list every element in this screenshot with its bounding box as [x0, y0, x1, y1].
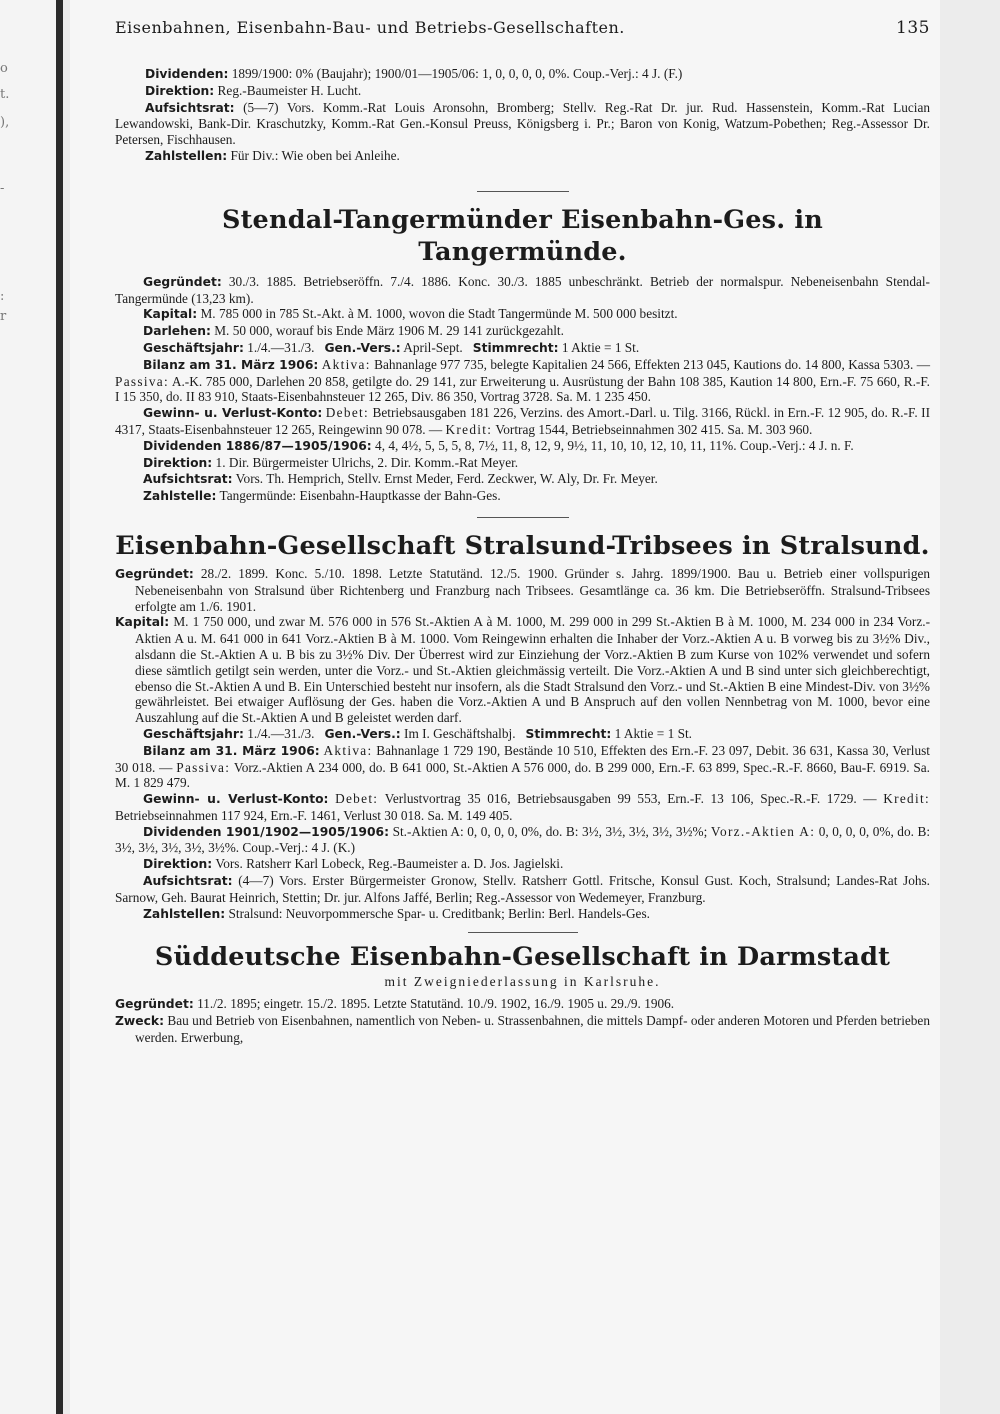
- gewinn-label: Gewinn- u. Verlust-Konto:: [143, 792, 329, 807]
- darlehen-text: M. 50 000, worauf bis Ende März 1906 M. 29 141 zurückgezahlt.: [214, 323, 564, 339]
- aufsichtsrat-text: (5—7) Vors. Komm.-Rat Louis Aronsohn, Bromberg; Stellv. Reg.-Rat Dr. jur. Rud. Hassenstein, Komm.-Rat Lucian Lewandowski, Bank-Dir. Kraschutzky, Komm.-Rat Gen.-Konsul Preuss, Königsberg i. Pr.; Baron von Konig, Watzum-Pobethen; Reg.-Assessor Dr. Petersen, Fischhausen.: [115, 99, 930, 148]
- darlehen-paragraph: [115, 323, 930, 340]
- gegruendet-text: 30./3. 1885. Betriebseröffn. 7./4. 1886. Konc. 30./3. 1885 unbeschränkt. Betrieb der normalspur. Nebeneisenbahn Stendal-Tangermünde (13,23 km).: [115, 273, 930, 306]
- kredit-word: Kredit:: [445, 421, 493, 437]
- dividenden-text: 4, 4, 4½, 5, 5, 5, 8, 7½, 11, 8, 12, 9, 9½, 11, 10, 10, 12, 10, 11, 11%. Coup.-Verj.: 4 J. n. F.: [375, 437, 854, 453]
- aufsichtsrat-label: Aufsichtsrat:: [145, 100, 235, 115]
- dividenden-text-a: St.-Aktien A: 0, 0, 0, 0, 0%, do. B: 3½, 3½, 3½, 3½, 3½%;: [392, 823, 708, 839]
- gegruendet-text: 11./2. 1895; eingetr. 15./2. 1895. Letzte Statutänd. 10./9. 1902, 16./9. 1905 u. 29./9. 1906.: [197, 996, 675, 1012]
- stimmrecht-text: 1 Aktie = 1 St.: [561, 339, 640, 355]
- geschaeftsjahr-text: 1./4.—31./3.: [247, 725, 315, 741]
- bilanz-paragraph: [115, 743, 930, 791]
- zahlstelle-label: Zahlstelle:: [143, 489, 217, 504]
- dividenden-label: Dividenden 1901/1902—1905/1906:: [143, 824, 390, 839]
- zahlstellen-paragraph: [145, 148, 930, 165]
- aufsichtsrat-paragraph: [115, 100, 930, 148]
- page-number: 135: [896, 18, 930, 38]
- gutter-mark: ),: [0, 115, 10, 130]
- kapital-label: Kapital:: [143, 307, 198, 322]
- debet-text: Verlustvortrag 35 016, Betriebsausgaben 99 553, Ern.-F. 13 106, Spec.-R.-F. 1729. —: [384, 791, 877, 807]
- direktion-label: Direktion:: [145, 83, 215, 98]
- geschaeftsjahr-paragraph: [115, 726, 930, 743]
- zweck-label: Zweck:: [115, 1014, 165, 1029]
- gutter-mark: -: [0, 181, 5, 196]
- gutter-mark: :: [0, 289, 5, 304]
- geschaeftsjahr-label: Geschäftsjahr:: [143, 340, 244, 355]
- kapital-paragraph: [115, 614, 930, 726]
- entry-stendal-tangermuende: [115, 204, 930, 505]
- gegruendet-paragraph: [115, 996, 930, 1013]
- dividenden-paragraph: [115, 824, 930, 857]
- debet-word: Debet:: [325, 405, 370, 421]
- direktion-paragraph: [145, 83, 930, 100]
- direktion-paragraph: [115, 856, 930, 873]
- kapital-label: Kapital:: [115, 615, 170, 630]
- binding-edge: [56, 0, 63, 1414]
- passiva-text: Vorz.-Aktien A 234 000, do. B 641 000, St.-Aktien A 576 000, do. B 299 000, Ern.-F. 63 899, Spec.-R.-F. 8660, Bau-F. 6919. Sa. M. 1 829 479.: [115, 759, 930, 791]
- company-title: Eisenbahn-Gesellschaft Stralsund-Tribsees in Stralsund.: [115, 530, 930, 561]
- running-title: Eisenbahnen, Eisenbahn-Bau- und Betriebs-Gesellschaften.: [115, 18, 625, 37]
- direktion-label: Direktion:: [143, 455, 213, 470]
- zahlstellen-label: Zahlstellen:: [143, 906, 226, 921]
- aufsichtsrat-text: (4—7) Vors. Erster Bürgermeister Gronow, Stellv. Ratsherr Gottl. Fritsche, Konsul Gust. Koch, Stralsund; Landes-Rat Johs. Sarnow, Geh. Baurat Heinrich, Stettin; Dr. jur. Alfons Jaffé, Berlin; Reg.-Assessor von Wedemeyer, Franzburg.: [115, 873, 931, 905]
- aktiva-word: Aktiva:: [321, 356, 371, 372]
- stimmrecht-text: 1 Aktie = 1 St.: [614, 725, 692, 741]
- debet-word: Debet:: [335, 791, 379, 807]
- dividenden-label: Dividenden 1886/87—1905/1906:: [143, 438, 372, 453]
- dividenden-text: 1899/1900: 0% (Baujahr); 1900/01—1905/06: 1, 0, 0, 0, 0, 0%. Coup.-Verj.: 4 J. (F.): [231, 66, 683, 81]
- stimmrecht-label: Stimmrecht:: [525, 726, 612, 741]
- entry-stralsund-tribsees: [115, 530, 930, 923]
- geschaeftsjahr-label: Geschäftsjahr:: [143, 726, 244, 741]
- direktion-label: Direktion:: [143, 857, 213, 872]
- entry-sueddeutsche-eisenbahn: [115, 941, 930, 1045]
- bilanz-label: Bilanz am 31. März 1906:: [143, 357, 319, 372]
- stimmrecht-label: Stimmrecht:: [472, 340, 559, 355]
- genvers-text: April-Sept.: [403, 339, 463, 355]
- aktiva-word: Aktiva:: [323, 742, 373, 758]
- zahlstelle-paragraph: [115, 488, 930, 505]
- zahlstellen-text: Für Div.: Wie oben bei Anleihe.: [230, 147, 400, 163]
- gegruendet-text: 28./2. 1899. Konc. 5./10. 1898. Letzte Statutänd. 12./5. 1900. Gründer s. Jahrg. 1899/1900. Bau u. Betrieb einer vollspurigen Nebeneisenbahn von Stralsund über Richtenberg und Franzburg nach Tribsees. Gesamtlänge ca. 36 km. Die Betriebseröffn. Stralsund-Tribsees erfolgte am 1./6. 1901.: [135, 565, 931, 614]
- geschaeftsjahr-text: 1./4.—31./3.: [247, 339, 315, 355]
- bilanz-label: Bilanz am 31. März 1906:: [143, 743, 320, 758]
- left-gutter: [0, 0, 62, 1414]
- gewinn-paragraph: [115, 791, 930, 824]
- zahlstellen-text: Stralsund: Neuvorpommersche Spar- u. Creditbank; Berlin: Berl. Handels-Ges.: [228, 905, 650, 921]
- company-title: Stendal-Tangermünder Eisenbahn-Ges. in Tangermünde.: [221, 204, 824, 267]
- gutter-mark: r: [0, 309, 7, 324]
- gewinn-paragraph: [115, 405, 930, 438]
- dividenden-paragraph: [145, 66, 930, 83]
- gutter-mark: t.: [0, 87, 10, 102]
- aufsichtsrat-label: Aufsichtsrat:: [143, 472, 233, 487]
- zweck-paragraph: [115, 1013, 930, 1046]
- passiva-word: Passiva:: [176, 759, 231, 775]
- aufsichtsrat-label: Aufsichtsrat:: [143, 874, 233, 889]
- dividenden-label: Dividenden:: [145, 67, 229, 81]
- aktiva-text: Bahnanlage 977 735, belegte Kapitalien 24 566, Effekten 213 045, Kautions do. 14 800, Kassa 5303. —: [374, 356, 930, 372]
- kredit-word: Kredit:: [883, 791, 930, 807]
- kredit-text: Vortrag 1544, Betriebseinnahmen 302 415. Sa. M. 303 960.: [495, 421, 813, 437]
- direktion-text: 1. Dir. Bürgermeister Ulrichs, 2. Dir. Komm.-Rat Meyer.: [215, 454, 519, 470]
- kapital-text: M. 785 000 in 785 St.-Akt. à M. 1000, wovon die Stadt Tangermünde M. 500 000 besitzt.: [200, 306, 678, 322]
- passiva-word: Passiva:: [115, 373, 169, 389]
- company-subtitle: mit Zweigniederlassung in Karlsruhe.: [384, 974, 661, 990]
- gegruendet-label: Gegründet:: [115, 566, 194, 581]
- running-head: [115, 18, 930, 38]
- gegruendet-label: Gegründet:: [115, 997, 194, 1012]
- direktion-text: Vors. Ratsherr Karl Lobeck, Reg.-Baumeister a. D. Jos. Jagielski.: [215, 856, 564, 872]
- dividenden-text-b: 0, 0, 0, 0, 0%, do. B: 3½, 3½, 3½, 3½, 3½%. Coup.-Verj.: 4 J. (K.): [115, 823, 931, 856]
- gegruendet-paragraph: [115, 566, 930, 614]
- company-title: Süddeutsche Eisenbahn-Gesellschaft in Darmstadt: [154, 942, 891, 973]
- bilanz-paragraph: [115, 357, 930, 405]
- passiva-text: A.-K. 785 000, Darlehen 20 858, getilgte do. 29 141, zur Erweiterung u. Ausrüstung der Bahn 108 385, Kaution 14 800, Ern.-F. 75 660, R.-F. I 15 350, do. II 83 910, Staats-Eisenbahnsteuer 12 265, Div. 86 350, Vortrag 3728. Sa. M. 1 235 450.: [115, 373, 930, 405]
- genvers-text: Im I. Geschäftshalbj.: [404, 725, 516, 741]
- gegruendet-label: Gegründet:: [143, 274, 222, 289]
- gegruendet-paragraph: [115, 274, 930, 307]
- dividenden-paragraph: [115, 438, 930, 455]
- aufsichtsrat-paragraph: [115, 873, 930, 906]
- previous-entry-tail: [115, 66, 930, 165]
- aktiva-text: Bahnanlage 1 729 190, Bestände 10 510, Effekten des Ern.-F. 23 097, Debit. 36 631, Kassa 30, Verlust 30 018. —: [115, 742, 931, 775]
- kredit-text: Betriebseinnahmen 117 924, Ern.-F. 1461, Verlust 30 018. Sa. M. 149 405.: [115, 807, 513, 823]
- aufsichtsrat-paragraph: [115, 471, 930, 488]
- zweck-text: Bau und Betrieb von Eisenbahnen, namentlich von Neben- u. Strassenbahnen, die mittels Dampf- oder anderen Motoren und Pferden betrieben werden. Erwerbung,: [135, 1013, 930, 1045]
- zahlstelle-text: Tangermünde: Eisenbahn-Hauptkasse der Bahn-Ges.: [219, 488, 501, 504]
- direktion-paragraph: [115, 455, 930, 472]
- genvers-label: Gen.-Vers.:: [324, 340, 401, 355]
- kapital-text: M. 1 750 000, und zwar M. 576 000 in 576 St.-Aktien A à M. 1000, M. 299 000 in 299 St.-Aktien B à M. 1000, M. 234 000 in 234 Vorz.-Aktien A u. M. 641 000 in 641 Vorz.-Aktien B à M. 1000. Vom Reingewinn erhalten die Inhaber der Vorz.-Aktien A u. B vorweg bis zu 3½% Div., alsdann die St.-Aktien A u. B bis zu 3½% Div. Der Überrest wird zur Einziehung der Vorz.-Aktien B zum Kurse von 102% verwendet und sofern diese sämtlich getilgt sein werden, unter die Vorz.- und St.-Aktien gleichmässig verteilt. Die Vorz.-Aktien A und B sind unter sich gleichberechtigt, ebenso die St.-Aktien A und B. Ein Unterschied besteht nur insofern, als die Stadt Stralsund den Vorz.- und St.-Aktien B eine Mindest-Div. von 3½% gewährleistet. Bei etwaiger Auflösung der Ges. haben die Vorz.-Aktien A und B Anspruch auf den vollen Nennbetrag von M. 1000, bevor eine Auszahlung auf die St.-Aktien A und B geleistet werden darf.: [135, 614, 931, 726]
- page-content: [115, 66, 930, 1046]
- debet-text: Betriebsausgaben 181 226, Verzins. des Amort.-Darl. u. Tilg. 3166, Rückl. in Ern.-F. 12 905, do. R.-F. II 4317, Staats-Eisenbahnsteuer 12 265, Reingewinn 90 078. —: [115, 405, 930, 437]
- gewinn-label: Gewinn- u. Verlust-Konto:: [143, 406, 323, 421]
- aufsichtsrat-text: Vors. Th. Hemprich, Stellv. Ernst Meder, Ferd. Zeckwer, W. Aly, Dr. Fr. Meyer.: [235, 471, 658, 487]
- gutter-mark: o: [0, 61, 8, 76]
- direktion-text: Reg.-Baumeister H. Lucht.: [217, 82, 362, 98]
- kapital-paragraph: [115, 306, 930, 323]
- geschaeftsjahr-paragraph: [115, 340, 930, 357]
- genvers-label: Gen.-Vers.:: [324, 726, 401, 741]
- zahlstellen-label: Zahlstellen:: [145, 148, 228, 163]
- darlehen-label: Darlehen:: [143, 324, 211, 339]
- book-page: [70, 0, 940, 1414]
- vorz-word: Vorz.-Aktien A:: [710, 823, 816, 839]
- zahlstellen-paragraph: [115, 906, 930, 923]
